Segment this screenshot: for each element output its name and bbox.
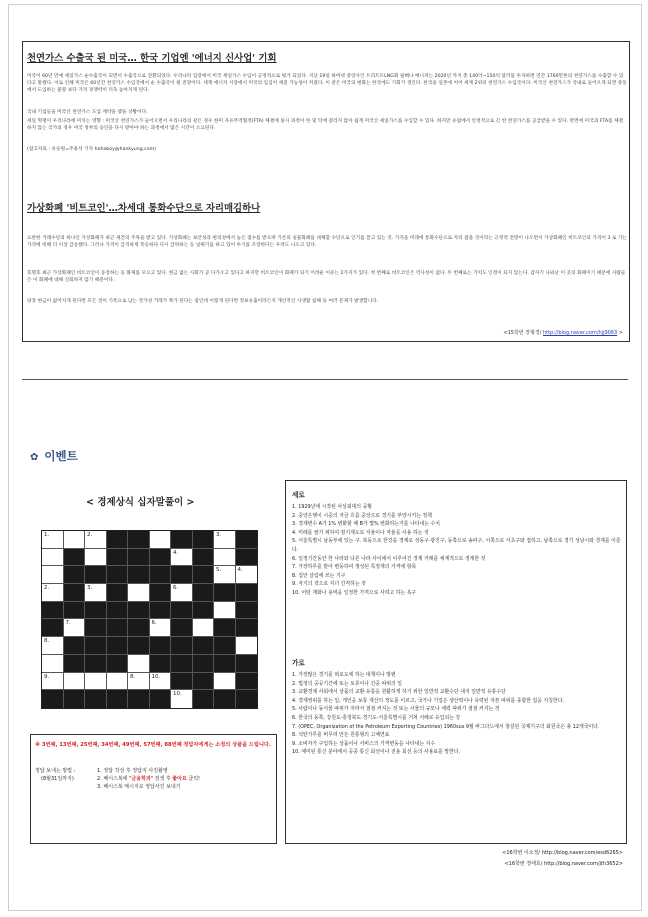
crossword-block (107, 602, 129, 620)
how-label: 정답 보내는 방법 : (35, 768, 76, 774)
crossword-cell[interactable] (171, 690, 193, 708)
crossword-block (150, 566, 172, 584)
clue-item: 5. 서울특별시 남동부에 있는 구. 북동으로 한강을 경계로 성동구·광진구, 동쪽으로 송파구, 서쪽으로 서초구와 접하고, 남쪽으로 경기 성남시와 경계를 이룬다. (292, 538, 621, 553)
crossword-block (193, 531, 215, 549)
crossword-cell[interactable] (42, 673, 64, 691)
across-clues (292, 671, 622, 757)
clue-item: 4. 미래를 팔기 위하여 잠기제도로 자율이나 자율을 사용 하는 것 (292, 529, 429, 536)
news-box (22, 41, 630, 342)
event-notice (30, 734, 277, 844)
clue-number: 8. (44, 638, 50, 645)
crossword-block (236, 673, 258, 691)
crossword-cell[interactable] (171, 584, 193, 602)
clue-number: 7. (65, 620, 71, 627)
clue-number: 3. (87, 585, 93, 592)
crossword-cell[interactable] (64, 531, 86, 549)
crossword-block (128, 549, 150, 567)
crossword-block (85, 690, 107, 708)
down-clues (292, 503, 622, 598)
crossword-block (107, 549, 129, 567)
crossword-cell[interactable] (85, 549, 107, 567)
crossword-block (193, 566, 215, 584)
crossword-block (107, 619, 129, 637)
article2-paragraph: 당장 현금이 없어지게 된다면 모든 것이 기록으로 남는 정가성 거래가 쭉가 된다는 점인데 이렇게 된다면 정보유출이라든지 개인적인 사생활 침해 등 여러 문제가 발생합니다. (27, 299, 379, 304)
clue-number: 8. (130, 673, 136, 680)
article2-paragraph: 요란한 거래수단의 하나인 가상화폐가 최근 세간의 주목을 받고 있다. 가상화폐는 보안성과 편의성에서 높은 점수를 받으며 기존의 실물화폐를 대체할 수단으로 인기를 끌고 있는 것. 가격을 미래에 통화수단으로 자리 잡을 것이라는 긍정적 전망이 나오면서 가상화폐인 비트코인의 가격이 3 로 가는 가격에 비해 더 이상 급등했다. 그러나 가격이 급격하게 폭등하다 다시 급락하는 등 널뛰기를 하고 있어 투기를 조장한다는 우려도 나오고 있다. (27, 236, 627, 248)
crossword-block (107, 584, 129, 602)
source-end: > (618, 330, 623, 336)
clue-number: 2. (44, 585, 50, 592)
crossword-cell[interactable] (42, 549, 64, 567)
across-heading: 가로 (292, 659, 305, 667)
crossword-block (128, 602, 150, 620)
crossword-block (171, 637, 193, 655)
crossword-cell[interactable] (214, 531, 236, 549)
credit-1: <16학번 이소정/ http://blog.naver.com/esd6265> (502, 850, 623, 856)
deadline: (8월31일까지) (41, 776, 74, 782)
crossword-block (128, 619, 150, 637)
crossword-block (193, 655, 215, 673)
article1-paragraph: 국내 기업들을 미국산 천연가스 도입 계약을 맺을 상황이다. (27, 110, 148, 115)
crossword-block (64, 655, 86, 673)
clue-item: 1. 1929년에 시작된 사상최대의 공황 (292, 504, 373, 510)
crossword-block (128, 531, 150, 549)
down-heading: 세로 (292, 491, 305, 499)
crossword-block (107, 531, 129, 549)
crossword-cell[interactable] (150, 531, 172, 549)
clue-number: 5. (216, 567, 222, 574)
crossword-cell[interactable] (128, 655, 150, 673)
crossword-block (236, 602, 258, 620)
crossword-block (128, 566, 150, 584)
crossword-cell[interactable] (64, 619, 86, 637)
crossword-block (171, 619, 193, 637)
crossword-block (214, 584, 236, 602)
crossword-cell[interactable] (171, 549, 193, 567)
how-step-2: 2. 페이스북에 "금융학과" 검색 후 좋아요 클릭! (97, 776, 201, 782)
crossword-block (107, 566, 129, 584)
crossword-cell[interactable] (42, 655, 64, 673)
crossword-block (64, 637, 86, 655)
crossword-block (64, 549, 86, 567)
crossword-block (193, 602, 215, 620)
clue-number: 3. (216, 532, 222, 538)
crossword-block (107, 690, 129, 708)
crossword-block (171, 531, 193, 549)
crossword-block (85, 637, 107, 655)
crossword-cell[interactable] (214, 549, 236, 567)
article1-headline: 천연가스 수출국 된 미국… 한국 기업엔 '에너지 신사업' 기회 (27, 53, 277, 64)
section-divider (22, 379, 628, 380)
clue-item: 1. 가장많은 경기를 떠로도에 하는 대책이나 방편 (292, 672, 396, 678)
crossword-cell[interactable] (42, 584, 64, 602)
clue-item: 9. 소비자가 구입하는 상품이나 서비스의 가격변동을 나타내는 지수 (292, 740, 436, 747)
crossword-block (64, 602, 86, 620)
crossword-cell[interactable] (42, 637, 64, 655)
crossword-block (150, 602, 172, 620)
crossword-block (236, 584, 258, 602)
article2-headline: 가상화폐 '비트코인'…차세대 통화수단으로 자리매김하나 (27, 203, 261, 214)
article1-paragraph: 세일 혁명이 우리나라에 미치는 영향 : 미국산 천연가스가 들어오면서 우리나라의 같은 경우 한미 자유무역협정(FTA) 체결에 실사 과정이 한 및 탁에 걸리지 않아 쉽게 미국산 세일가스를 수입할 수 있다. 하지만 유럽에서 안정적으로 긴 싼 천연가스를 공급받을 수 있다. 반면에 미국과 FTA를 체결하지 않는 국가의 경우 미국 정부의 승인을 다시 받아야 하는 과정에서 많은 시간이 소요된다. (27, 119, 624, 131)
crossword-block (236, 619, 258, 637)
crossword-cell[interactable] (64, 673, 86, 691)
source-label: <15학번 장형경/ (503, 330, 542, 336)
clue-item: 7. (OPEC, Organization of the Petroleum Exporting Countries) 1960sus 9월 바그다드에서 창설된 국제기구의 회원국은 총 12개국이다. (292, 723, 600, 730)
clue-number: 6. (173, 585, 179, 592)
crossword-block (85, 619, 107, 637)
clue-number: 1. (44, 532, 50, 538)
crossword-block (85, 655, 107, 673)
crossword-block (85, 566, 107, 584)
crossword-cell[interactable] (150, 673, 172, 691)
crossword-cell[interactable] (193, 619, 215, 637)
submit-instructions (35, 767, 275, 791)
clue-item: 6. 한국의 동쪽, 강원도·충청북도·경기도·서울특별시를 거쳐 서해로 유입되는 강 (292, 714, 461, 721)
crossword-block (171, 602, 193, 620)
crossword-cell[interactable] (85, 673, 107, 691)
crossword-block (193, 673, 215, 691)
crossword-block (42, 690, 64, 708)
clue-number: 4. (237, 567, 243, 574)
how-step-1: 1. 정답 작성 후 정답지 사진촬영 (97, 768, 168, 774)
clue-item: 10. 어떤 재화나 용역을 일정한 가격으로 사려고 하는 욕구 (292, 589, 417, 596)
crossword-block (85, 602, 107, 620)
clue-number: 9. (44, 673, 50, 680)
crossword-block (236, 531, 258, 549)
clue-number: 4. (173, 549, 179, 556)
crossword-block (150, 549, 172, 567)
crossword-block (236, 655, 258, 673)
crossword-cell[interactable] (128, 584, 150, 602)
crossword-grid (41, 530, 258, 709)
clue-number: 2. (87, 532, 93, 538)
crossword-block (171, 566, 193, 584)
source-link[interactable]: http://blog.naver.com/hjj9063 (543, 330, 618, 336)
crossword-block (150, 584, 172, 602)
flower-icon: ✿ (30, 452, 39, 463)
clue-item: 8. 집안 살림에 쓰는 기구 (292, 572, 346, 579)
crossword-block (150, 655, 172, 673)
clue-item: 7. 가장하루를 받아 변동하여 생성된 특정재의 가격에 항목 (292, 564, 417, 571)
crossword-block (107, 637, 129, 655)
crossword-block (171, 673, 193, 691)
crossword-block (128, 690, 150, 708)
event-title-text: 이벤트 (44, 449, 78, 463)
clue-item: 8. 석탄가루를 버무려 만든 원통형의 고체연료 (292, 732, 390, 739)
clues-box (285, 480, 627, 844)
crossword-block (193, 584, 215, 602)
crossword-cell[interactable] (214, 673, 236, 691)
clue-item: 3. 경제변수 A가 1% 변화할 때 B가 몇% 변화하는가를 나타내는 수치 (292, 521, 440, 528)
clue-item: 9. 자기의 것으로 지녀 간직하는 것 (292, 581, 366, 588)
event-title (30, 448, 78, 464)
crossword-block (214, 637, 236, 655)
crossword-block (128, 637, 150, 655)
prize-note: ※ 3번째, 13번째, 25번째, 34번째, 49번째, 57번째, 88번째 정답자에게는 소정의 상품을 드립니다. (35, 742, 271, 748)
crossword-block (236, 549, 258, 567)
how-step-3: 3. 페이스북 메시지로 정답사진 보내기 (97, 784, 181, 790)
crossword-block (64, 690, 86, 708)
crossword-block (107, 655, 129, 673)
article2-paragraph: 호명호 최근 가상화폐인 비트코인이 동장하는 등 화제를 모으고 있다. 현금 없는 사회가 곧 다가오고 있다고 하지만 비트코인이 화폐가 되기 어려운 이유는 2가지가 있다. 첫 번째로 비트코인은 역사성이 없다. 두 번째로는 가치도 인정이 되지 않는다. 갑자기 나와난 이 곳의 화폐이기 때문에 사람들은 이 화폐에 대해 신뢰하지 않기 때문이다. (27, 271, 626, 283)
crossword-cell[interactable] (236, 637, 258, 655)
crossword-block (64, 584, 86, 602)
crossword-block (193, 637, 215, 655)
crossword-cell[interactable] (107, 673, 129, 691)
clue-item: 4. 경계영위를 하는 일, 개인을 보통 재산의 정도를 이르고, 국가나 기업은 생산력이나 유력된 자본 따위를 종합한 힘을 지칭한다. (292, 697, 564, 704)
clue-number: 10. (151, 673, 161, 680)
clue-number: 10. (173, 691, 182, 698)
crossword-cell[interactable] (150, 619, 172, 637)
crossword-block (214, 690, 236, 708)
clue-item: 5. 사람이나 동식물 따위가 자라서 점점 커지는 것 또는 사물의 규모나 세력 따위가 점점 커지는 것 (292, 706, 500, 713)
crossword-block (193, 690, 215, 708)
article1-paragraph: 미국이 60년 만에 세일가스 순수출국이 되면서 수출국으로 전환되었다. 우리나라 입장에서 미국 셰일가스 수입이 긍정적으로 평가 되었다. 지난 19일 하버넷 중앙사인 트리트트LNG회 필뻐나 매니저는 2020년 까지 총 140억~150억 달러를 투자하면 연간 1760만톤의 천연가스를 수출할 수 있다고 말했다. 이로 인해 미국은 60년간 천연가스 수입국에서 순 수출국이 될 전망이다. 세계 에너지 시장에서 미국의 입김이 세질 가능성이 커졌다. 이 같은 미국의 변화는 한국에도 기회가 생긴다. 한국을 일본에 이어 세계 2위의 천연가스 수입국이다. 미국산 천연가스가 국내로 들어오게 되면 중동에서 도입하는 물량 보다 가격 경쟁력이 더욱 높아지게 된다. (27, 74, 627, 93)
crossword-block (171, 655, 193, 673)
crossword-block (236, 690, 258, 708)
credit-2: <16학번 정태호/ http://blog.naver.com/jth3652> (504, 861, 623, 867)
crossword-block (193, 549, 215, 567)
crossword-cell[interactable] (42, 566, 64, 584)
crossword-cell[interactable] (236, 566, 258, 584)
clue-number: 5. (194, 585, 200, 592)
crossword-block (150, 690, 172, 708)
crossword-cell[interactable] (85, 584, 107, 602)
crossword-cell[interactable] (214, 602, 236, 620)
clue-item: 2. 법정의 공공기간에 또는 토류이나 간중 따위의 일 (292, 680, 403, 687)
clue-item: 2. 중앙은행이 시중의 자금 흐름 중앙으로 경기를 부양시키는 정책 (292, 512, 432, 519)
article1-reference: (참고자료 : 유승원=주용석 기자 hohoboy@hankyung.com) (27, 147, 156, 152)
clue-item: 10. 예미된 통신 분야에서 공중 통신 회선이나 전용 회선 등의 사용료를 말한다. (292, 749, 461, 756)
crossword-block (42, 619, 64, 637)
crossword-cell[interactable] (85, 531, 107, 549)
crossword-block (42, 602, 64, 620)
crossword-block (150, 637, 172, 655)
crossword-block (214, 655, 236, 673)
source-credit (503, 329, 623, 336)
crossword-cell[interactable] (214, 566, 236, 584)
crossword-block (64, 566, 86, 584)
crossword-cell[interactable] (42, 531, 64, 549)
crossword-title: < 경제상식 십자말풀이 > (86, 497, 195, 508)
crossword-cell[interactable] (128, 673, 150, 691)
clue-item: 6. 일정기간동안 한 나라와 다른 나라 사이에서 이루어진 경제 거래를 체계적으로 정계한 것 (292, 555, 486, 562)
clue-item: 3. 교환경제 사회에서 상품의 교환·유통을 원활하게 하기 위한 일반적 교환수단 내지 일반적 유통수단 (292, 689, 506, 696)
crossword-block (214, 619, 236, 637)
clue-number: 6. (151, 620, 157, 627)
